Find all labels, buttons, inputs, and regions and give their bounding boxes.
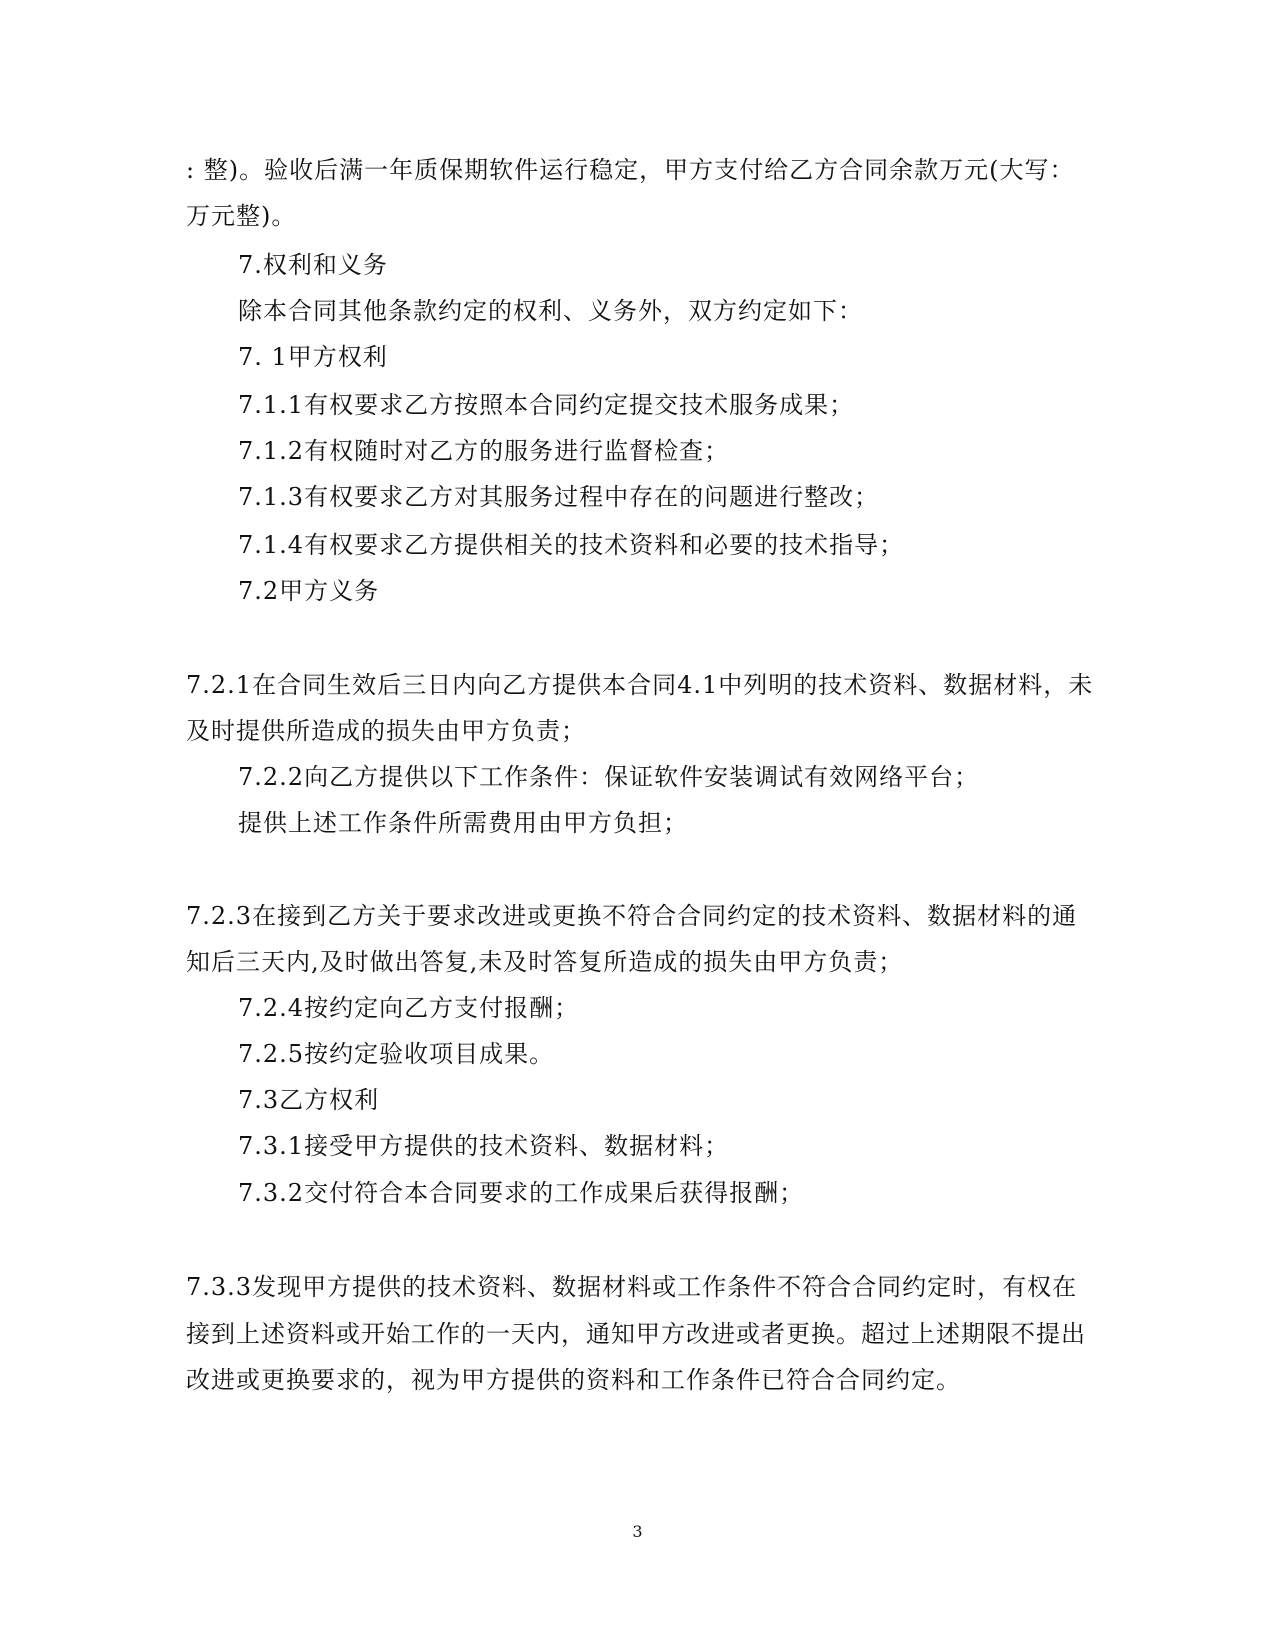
clause-7-2-1-line-1: 7.2.1在合同生效后三日内向乙方提供本合同4.1中列明的技术资料、数据材料，未 [186, 671, 1094, 699]
clause-7-3-2: 7.3.2交付符合本合同要求的工作成果后获得报酬； [238, 1179, 805, 1207]
payment-text-line-2: 万元整)。 [186, 202, 297, 230]
clause-heading-party-a-rights: 7. 1甲方权利 [238, 343, 388, 371]
clause-7-1-2: 7.1.2有权随时对乙方的服务进行监督检查； [238, 437, 730, 465]
clause-7-2-5: 7.2.5按约定验收项目成果。 [238, 1040, 555, 1068]
section-intro: 除本合同其他条款约定的权利、义务外，双方约定如下： [238, 297, 863, 325]
clause-7-2-1-line-2: 及时提供所造成的损失由甲方负责； [186, 717, 586, 745]
clause-7-2-3-line-2: 知后三天内,及时做出答复,未及时答复所造成的损失由甲方负责； [186, 948, 904, 976]
clause-7-2-3-line-1: 7.2.3在接到乙方关于要求改进或更换不符合合同约定的技术资料、数据材料的通 [186, 902, 1078, 930]
clause-7-1-3: 7.1.3有权要求乙方对其服务过程中存在的问题进行整改； [238, 483, 880, 511]
clause-7-1-1: 7.1.1有权要求乙方按照本合同约定提交技术服务成果； [238, 391, 855, 419]
clause-heading-party-b-rights: 7.3乙方权利 [238, 1086, 380, 1114]
clause-7-3-3-line-1: 7.3.3发现甲方提供的技术资料、数据材料或工作条件不符合合同约定时，有权在 [186, 1273, 1078, 1301]
clause-heading-party-a-obligations: 7.2甲方义务 [238, 577, 380, 605]
work-condition-cost-note: 提供上述工作条件所需费用由甲方负担； [238, 809, 688, 837]
section-heading-rights-obligations: 7.权利和义务 [238, 251, 388, 279]
clause-7-2-4: 7.2.4按约定向乙方支付报酬； [238, 994, 580, 1022]
payment-text-line-1: : 整)。验收后满一年质保期软件运行稳定，甲方支付给乙方合同余款万元(大写： [186, 156, 1075, 184]
page-number: 3 [632, 1522, 643, 1541]
clause-7-1-4: 7.1.4有权要求乙方提供相关的技术资料和必要的技术指导； [238, 531, 905, 559]
clause-7-3-3-line-3: 改进或更换要求的，视为甲方提供的资料和工作条件已符合合同约定。 [186, 1366, 961, 1394]
clause-7-2-2: 7.2.2向乙方提供以下工作条件：保证软件安装调试有效网络平台； [238, 763, 980, 791]
clause-7-3-3-line-2: 接到上述资料或开始工作的一天内，通知甲方改进或者更换。超过上述期限不提出 [186, 1320, 1086, 1348]
clause-7-3-1: 7.3.1接受甲方提供的技术资料、数据材料； [238, 1132, 730, 1160]
